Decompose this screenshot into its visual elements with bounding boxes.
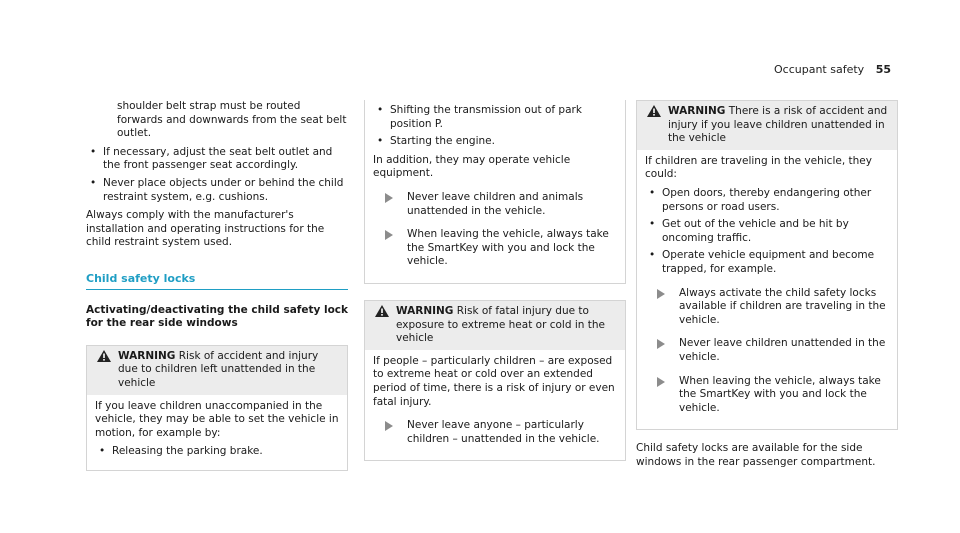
warning-text: If children are traveling in the vehicle, they could: (645, 154, 872, 181)
arrow-icon (657, 289, 665, 299)
warning-head: Risk of fatal injury due to exposure to extreme heat or cold in the vehicle (396, 304, 605, 345)
step-item (373, 228, 617, 269)
warning-label: WARNING (118, 349, 176, 362)
warning-header (365, 301, 625, 350)
warning-icon (647, 105, 661, 117)
page-header (774, 63, 891, 76)
warning-head: There is a risk of accident and injury if you leave children unattended in the vehicle (668, 105, 888, 145)
warning-text: If people – particularly children – are exposed to extreme heat or cold over an extended period of time, there is a risk of injury or even fatal injury. (373, 354, 615, 408)
subheading: Activating/deactivating the child safety lock for the rear side windows (86, 303, 349, 330)
warning-label: WARNING (668, 105, 726, 117)
column-1 (86, 100, 348, 479)
warning-body (365, 100, 625, 283)
arrow-icon (385, 193, 393, 203)
step-item (373, 191, 617, 218)
bullet-list (95, 445, 339, 459)
arrow-icon (385, 230, 393, 240)
list-item: • Never place objects under or behind the child restraint system, e.g. cushions. (86, 177, 348, 204)
warning-icon (97, 350, 111, 362)
warning-body (365, 350, 625, 461)
step-item (645, 287, 889, 328)
warning-box (86, 345, 348, 471)
arrow-icon (657, 377, 665, 387)
header-title: Occupant safety (774, 63, 865, 76)
paragraph: In addition, they may operate vehicle equipment. (373, 153, 571, 180)
bullet-list (373, 104, 617, 149)
paragraph: Always comply with the manufacturer's installation and operating instructions for the child restraint system used. (86, 209, 325, 249)
warning-label: WARNING (396, 304, 454, 317)
arrow-icon (385, 421, 393, 431)
warning-icon (375, 305, 389, 317)
warning-box (636, 100, 898, 430)
list-item: • Operate vehicle equipment and become trapped, for example. (645, 249, 889, 276)
page-number: 55 (875, 63, 891, 76)
list-item: • Starting the engine. (373, 135, 617, 149)
step-item (373, 419, 617, 446)
list-item: • Releasing the parking brake. (95, 445, 339, 459)
column-3 (636, 100, 898, 474)
warning-head: Risk of accident and injury due to children left unattended in the vehicle (118, 349, 319, 389)
step-text: Always activate the child safety locks available if children are traveling in the vehicle. (679, 286, 886, 326)
warning-box (364, 300, 626, 461)
arrow-icon (657, 339, 665, 349)
section-title: Child safety locks (86, 272, 348, 290)
step-text: Never leave children and animals unattended in the vehicle. (407, 190, 584, 217)
list-item: • If necessary, adjust the seat belt outlet and the front passenger seat accordingly. (86, 146, 348, 173)
warning-body (87, 395, 347, 470)
column-2 (364, 100, 626, 469)
step-text: Never leave anyone – particularly children – unattended in the vehicle. (407, 419, 600, 445)
warning-text: If you leave children unaccompanied in the vehicle, they may be able to set the vehicle in motion, for example by: (95, 399, 339, 439)
step-item (645, 375, 889, 416)
list-item: • Shifting the transmission out of park position P. (373, 104, 617, 131)
bullet-list (645, 187, 889, 277)
list-item: • Get out of the vehicle and be hit by oncoming traffic. (645, 218, 889, 245)
step-text: When leaving the vehicle, always take the SmartKey with you and lock the vehicle. (407, 228, 609, 268)
step-item (645, 337, 889, 364)
warning-body (637, 150, 897, 430)
paragraph: Child safety locks are available for the side windows in the rear passenger compartment. (636, 442, 876, 468)
warning-header (87, 346, 347, 395)
step-text: Never leave children unattended in the vehicle. (679, 337, 886, 363)
list-item: • Open doors, thereby endangering other persons or road users. (645, 187, 889, 214)
step-text: When leaving the vehicle, always take the SmartKey with you and lock the vehicle. (679, 374, 881, 414)
bullet-list (86, 146, 348, 204)
warning-box-continued (364, 100, 626, 284)
warning-header (637, 101, 897, 150)
continued-text: shoulder belt strap must be routed forwards and downwards from the seat belt outlet. (117, 100, 347, 140)
